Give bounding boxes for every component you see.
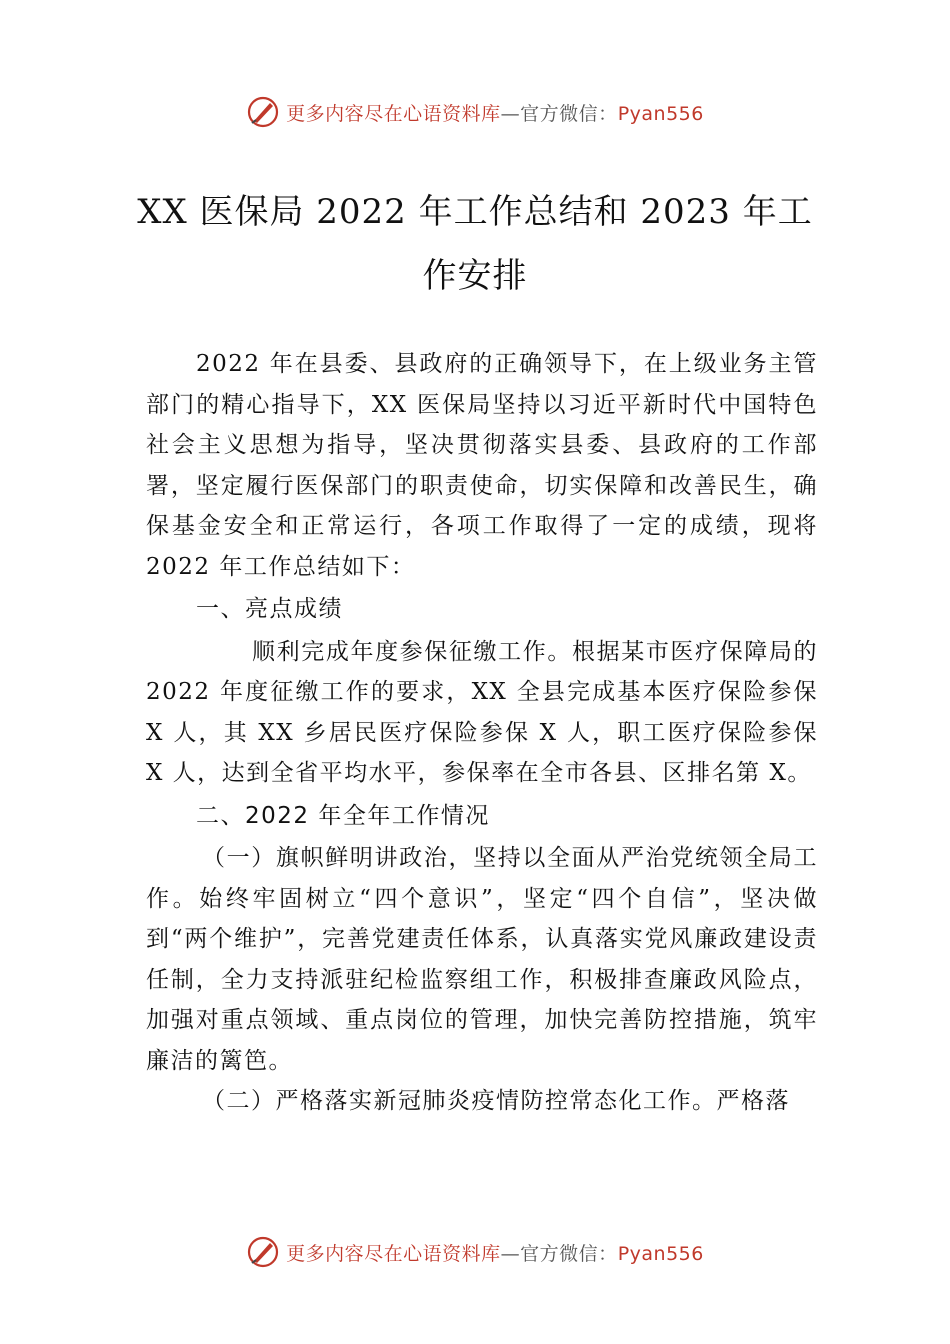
intro-paragraph: 2022 年在县委、县政府的正确领导下，在上级业务主管部门的精心指导下，XX 医保局坚持以习近平新时代中国特色社会主义思想为指导，坚决贯彻落实县委、县政府的工作部署，坚定履行医保部门的职责使命，切实保障和改善民生，确保基金安全和正常运行，各项工作取得了一定的成绩，现将 2022 年工作总结如下： xyxy=(146,351,818,580)
document-body xyxy=(146,344,818,1122)
banner-text xyxy=(286,99,704,126)
paragraph-epidemic: （二）严格落实新冠肺炎疫情防控常态化工作。严格落 xyxy=(202,1088,790,1114)
pen-quill-logo-icon xyxy=(246,95,280,129)
section-heading-1: 一、亮点成绩 xyxy=(196,596,343,622)
banner-text-red: 更多内容尽在心语资料库 xyxy=(286,102,501,125)
banner-wechat-id: Pyan556 xyxy=(617,1242,704,1265)
banner-wechat-id: Pyan556 xyxy=(617,102,704,125)
footer-banner xyxy=(0,1232,950,1272)
title-line-1: XX 医保局 2022 年工作总结和 2023 年工 xyxy=(137,192,813,232)
section-heading-2: 二、2022 年全年工作情况 xyxy=(196,802,490,829)
banner-text-grey: —官方微信： xyxy=(500,102,618,125)
banner-text xyxy=(286,1239,704,1266)
pen-quill-logo-icon xyxy=(246,1235,280,1269)
paragraph-politics: （一）旗帜鲜明讲政治，坚持以全面从严治党统领全局工作。始终牢固树立“四个意识”，坚定“四个自信”，坚决做到“两个维护”，完善党建责任体系，认真落实党风廉政建设责任制，全力支持派驻纪检监察组工作，积极排查廉政风险点，加强对重点领域、重点岗位的管理，加快完善防控措施，筑牢廉洁的篱笆。 xyxy=(146,845,818,1074)
document-title xyxy=(120,180,830,308)
banner-text-grey: —官方微信： xyxy=(500,1242,618,1265)
header-banner xyxy=(0,92,950,132)
title-line-2: 作安排 xyxy=(422,256,528,296)
banner-text-red: 更多内容尽在心语资料库 xyxy=(286,1242,501,1265)
paragraph-highlights: 顺利完成年度参保征缴工作。根据某市医疗保障局的 2022 年度征缴工作的要求，XX 全县完成基本医疗保险参保 X 人，其 XX 乡居民医疗保险参保 X 人，职工医疗保险参保 X 人，达到全省平均水平，参保率在全市各县、区排名第 X。 xyxy=(146,638,818,786)
